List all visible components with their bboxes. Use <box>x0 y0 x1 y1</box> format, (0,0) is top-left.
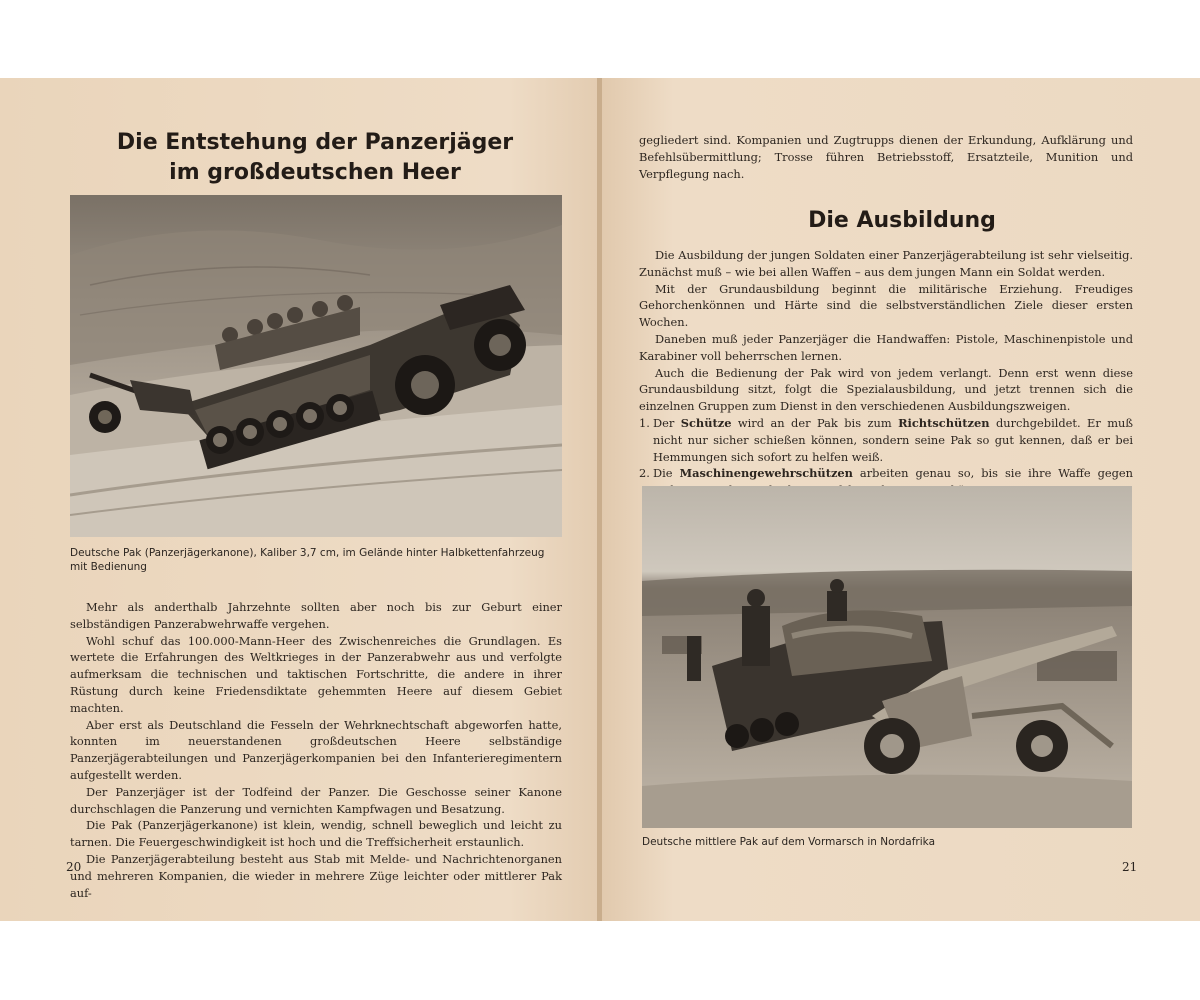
left-photo-caption: Deutsche Pak (Panzerjägerkanone), Kaliber 3,7 cm, im Gelände hinter Halbkettenfahrzeug mit Bedienung <box>70 547 545 573</box>
list-text: Der <box>653 415 681 430</box>
list-number: 2. <box>639 466 650 481</box>
paragraph: gegliedert sind. Kompanien und Zugtrupps dienen der Erkundung, Aufklärung und Befehlsübermittlung; Trosse führen Betriebsstoff, Ersatzteile, Munition und Verpflegung nach. <box>639 133 1133 181</box>
book-spread <box>0 78 1200 921</box>
right-section-title: Die Ausbildung <box>808 208 996 233</box>
paragraph: Die Panzerjägerabteilung besteht aus Stab mit Melde- und Nachrichtenorganen und mehreren Kompanien, die wieder in mehrere Züge leichter oder mittlerer Pak auf- <box>70 851 562 900</box>
list-text: Die <box>653 466 680 481</box>
title-line-1: Die Entstehung der Panzerjäger <box>116 130 514 155</box>
paragraph: Mehr als anderthalb Jahrzehnte sollten aber noch bis zur Geburt einer selbständigen Panzerabwehrwaffe vergehen. <box>70 600 562 631</box>
list-bold-term: Richtschützen <box>898 415 990 430</box>
right-photo-caption: Deutsche mittlere Pak auf dem Vormarsch in Nordafrika <box>642 836 936 848</box>
paragraph: Daneben muß jeder Panzerjäger die Handwaffen: Pistole, Maschinenpistole und Karabiner voll beherrschen lernen. <box>639 331 1133 363</box>
left-page <box>0 78 598 921</box>
paragraph: Die Ausbildung der jungen Soldaten einer Panzerjägerabteilung ist sehr vielseitig. Zunächst muß – wie bei allen Waffen – aus dem jungen Mann ein Soldat werden. <box>639 248 1133 279</box>
page-number-left: 20 <box>66 860 82 874</box>
list-item <box>639 415 1133 465</box>
left-page-title <box>70 128 560 188</box>
paragraph: Wohl schuf das 100.000-Mann-Heer des Zwischenreiches die Grundlagen. Es wertete die Erfahrungen des Weltkrieges in der Panzerabwehr aus und verfolgte aufmerksam die technischen und taktischen Fortschritte, die andere in ihrer Rüstung durch keine Friedensdiktate gehemmten Heere auf diesem Gebiet machten. <box>70 633 562 715</box>
right-page <box>602 78 1200 921</box>
title-line-2: im großdeutschen Heer <box>169 160 461 185</box>
left-body-text <box>70 599 562 901</box>
paragraph: Der Panzerjäger ist der Todfeind der Panzer. Die Geschosse seiner Kanone durchschlagen die Panzerung und vernichten Kampfwagen und Besatzung. <box>70 784 562 816</box>
paragraph: Mit der Grundausbildung beginnt die militärische Erziehung. Freudiges Gehorchenkönnen und Härte sind die selbstverständlichen Ziele dieser ersten Wochen. <box>639 281 1133 330</box>
page-number-right: 21 <box>1122 860 1138 874</box>
list-number: 1. <box>639 415 650 430</box>
list-text: arbeiten genau so, bis sie ihre Waffe gegen <box>859 466 1133 481</box>
photo-halftrack-pak <box>70 195 562 537</box>
paragraph: Auch die Bedienung der Pak wird von jedem verlangt. Denn erst wenn diese Grundausbildung sitzt, folgt die Spezialausbildung, und jetzt trennen sich die einzelnen Gruppen zum Dienst in den verschiedenen Ausbildungszweigen. <box>639 365 1133 414</box>
photo-pak-north-africa <box>642 486 1132 828</box>
list-text: wird an der Pak bis zum <box>731 415 899 430</box>
paragraph: Aber erst als Deutschland die Fesseln der Wehrknechtschaft abgeworfen hatte, konnten im neuerstandenen großdeutschen Heere selbständige Panzerjägerabteilungen und Panzerjägerkompanien bei den Infanterieregimentern aufgestellt werden. <box>70 717 562 782</box>
right-continuation-text <box>639 132 1133 182</box>
list-bold-term: Maschinengewehrschützen <box>679 466 853 481</box>
list-bold-term: Schütze <box>680 415 732 430</box>
list-text: durchgebildet. Er muß nicht nur sicher schießen können, sondern seine Pak so gut kennen, daß er bei Hemmungen sich sofort zu helfen weiß. <box>653 415 1133 464</box>
paragraph: Die Pak (Panzerjägerkanone) ist klein, wendig, schnell beweglich und leicht zu tarnen. Die Feuergeschwindigkeit ist hoch und die Treffsicherheit erstaunlich. <box>70 818 562 850</box>
right-body-text <box>639 247 1133 499</box>
